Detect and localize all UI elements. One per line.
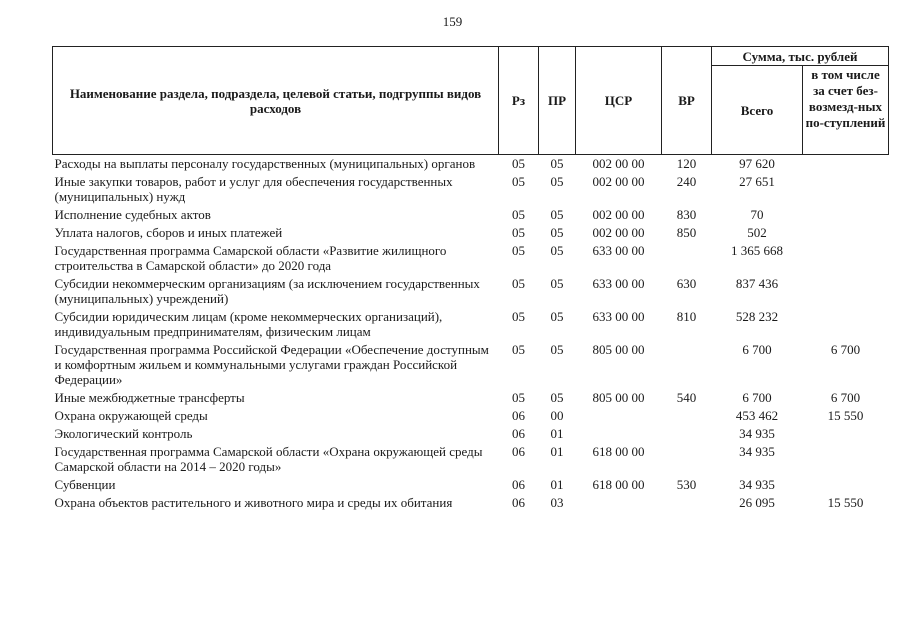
row-vr: 630 [676,276,697,291]
row-rz: 05 [512,390,525,405]
header-name: Наименование раздела, подраздела, целевой статьи, подгруппы видов расходов [53,47,499,155]
row-total: 97 620 [739,156,775,171]
row-csr: 002 00 00 [592,156,645,171]
row-gratuitous [803,308,889,341]
row-pr: 05 [550,243,564,258]
row-rz: 06 [512,426,525,441]
row-vr [662,242,712,275]
table-row [53,425,889,443]
row-gratuitous [803,275,889,308]
table-row [53,206,889,224]
row-total: 1 365 668 [731,243,783,258]
row-csr: 633 00 00 [592,309,645,324]
row-pr: 05 [550,225,564,240]
table-row [53,308,889,341]
row-gratuitous: 6 700 [830,390,861,405]
table-row [53,242,889,275]
row-total: 26 095 [739,495,775,510]
row-rz: 05 [512,276,525,291]
row-pr: 01 [550,477,564,492]
row-rz: 06 [512,408,525,423]
table-row [53,407,889,425]
row-gratuitous: 6 700 [830,342,861,357]
row-vr: 850 [676,225,697,240]
table-row [53,173,889,206]
row-vr: 530 [676,477,697,492]
row-pr: 05 [550,342,564,357]
row-total: 837 436 [735,276,779,291]
row-pr: 01 [550,444,564,459]
row-gratuitous [803,206,889,224]
row-rz: 06 [512,495,525,510]
row-gratuitous [803,476,889,494]
row-rz: 05 [512,156,525,171]
row-total: 502 [747,225,767,240]
row-pr: 05 [550,174,564,189]
row-rz: 06 [512,477,525,492]
row-name: Иные закупки товаров, работ и услуг для обеспечения государственных (муниципальных) нужд [54,174,453,204]
row-rz: 05 [512,309,525,324]
row-vr [662,494,712,512]
row-csr [576,425,662,443]
row-gratuitous [803,224,889,242]
row-name: Экологический контроль [54,426,193,441]
row-csr: 002 00 00 [592,225,645,240]
row-name: Уплата налогов, сборов и иных платежей [54,225,283,240]
table-row [53,476,889,494]
row-vr: 810 [676,309,697,324]
row-name: Субсидии некоммерческим организациям (за исключением государственных (муниципальных) учреждений) [54,276,480,306]
row-gratuitous [803,443,889,476]
row-name: Расходы на выплаты персоналу государственных (муниципальных) органов [54,156,476,171]
row-csr [576,407,662,425]
row-pr: 00 [550,408,564,423]
row-pr: 03 [550,495,564,510]
row-gratuitous: 15 550 [827,408,864,423]
row-rz: 05 [512,243,525,258]
header-gratuitous: в том числе за счет без-возмезд-ных по-ступлений [803,66,889,155]
row-rz: 05 [512,207,525,222]
row-rz: 05 [512,174,525,189]
row-vr [662,443,712,476]
row-gratuitous [803,425,889,443]
row-csr: 002 00 00 [592,207,645,222]
row-pr: 01 [550,426,564,441]
row-total: 6 700 [742,390,772,405]
row-csr [576,494,662,512]
row-vr [662,341,712,389]
table-row [53,443,889,476]
row-gratuitous: 15 550 [827,495,864,510]
row-total: 528 232 [735,309,779,324]
row-pr: 05 [550,309,564,324]
page-number: 159 [442,14,463,29]
row-vr: 120 [676,156,697,171]
table-row [53,341,889,389]
row-name: Государственная программа Самарской области «Развитие жилищного строительства в Самарской области» до 2020 года [54,243,447,273]
row-rz: 05 [512,342,525,357]
row-total: 34 935 [739,444,775,459]
row-name: Иные межбюджетные трансферты [54,390,245,405]
row-vr: 830 [676,207,697,222]
table-header [53,47,889,155]
table-body [53,155,889,513]
row-vr [662,407,712,425]
row-name: Государственная программа Российской Федерации «Обеспечение доступным и комфортным жильем и коммунальными услугами граждан Российской Федерации» [54,342,489,387]
table-row [53,224,889,242]
row-gratuitous [803,173,889,206]
row-gratuitous [803,242,889,275]
table-row [53,389,889,407]
row-total: 6 700 [742,342,772,357]
row-pr: 05 [550,276,564,291]
row-total: 70 [750,207,764,222]
header-sum-group: Сумма, тыс. рублей [712,47,889,66]
row-csr: 805 00 00 [592,390,645,405]
row-csr: 633 00 00 [592,243,645,258]
header-csr: ЦСР [576,47,662,155]
row-total: 27 651 [739,174,775,189]
row-rz: 06 [512,444,525,459]
row-pr: 05 [550,207,564,222]
row-name: Исполнение судебных актов [54,207,211,222]
row-csr: 805 00 00 [592,342,645,357]
row-gratuitous [803,155,889,174]
row-pr: 05 [550,156,564,171]
header-pr: ПР [539,47,576,155]
row-total: 453 462 [735,408,779,423]
row-csr: 633 00 00 [592,276,645,291]
row-vr: 540 [676,390,697,405]
row-pr: 05 [550,390,564,405]
header-total: Всего [712,66,803,155]
row-csr: 618 00 00 [592,477,645,492]
row-name: Субсидии юридическим лицам (кроме некоммерческих организаций), индивидуальным предпринимателям, физическим лицам [54,309,443,339]
row-csr: 618 00 00 [592,444,645,459]
table-row [53,155,889,174]
row-name: Государственная программа Самарской области «Охрана окружающей среды Самарской области на 2014 – 2020 годы» [54,444,483,474]
row-name: Субвенции [54,477,116,492]
row-name: Охрана объектов растительного и животного мира и среды их обитания [54,495,453,510]
budget-table [52,46,889,512]
row-name: Охрана окружающей среды [54,408,208,423]
row-total: 34 935 [739,426,775,441]
row-vr [662,425,712,443]
row-csr: 002 00 00 [592,174,645,189]
header-rz: Рз [499,47,539,155]
table-row [53,494,889,512]
row-vr: 240 [676,174,697,189]
header-vr: ВР [662,47,712,155]
table-row [53,275,889,308]
row-rz: 05 [512,225,525,240]
row-total: 34 935 [739,477,775,492]
